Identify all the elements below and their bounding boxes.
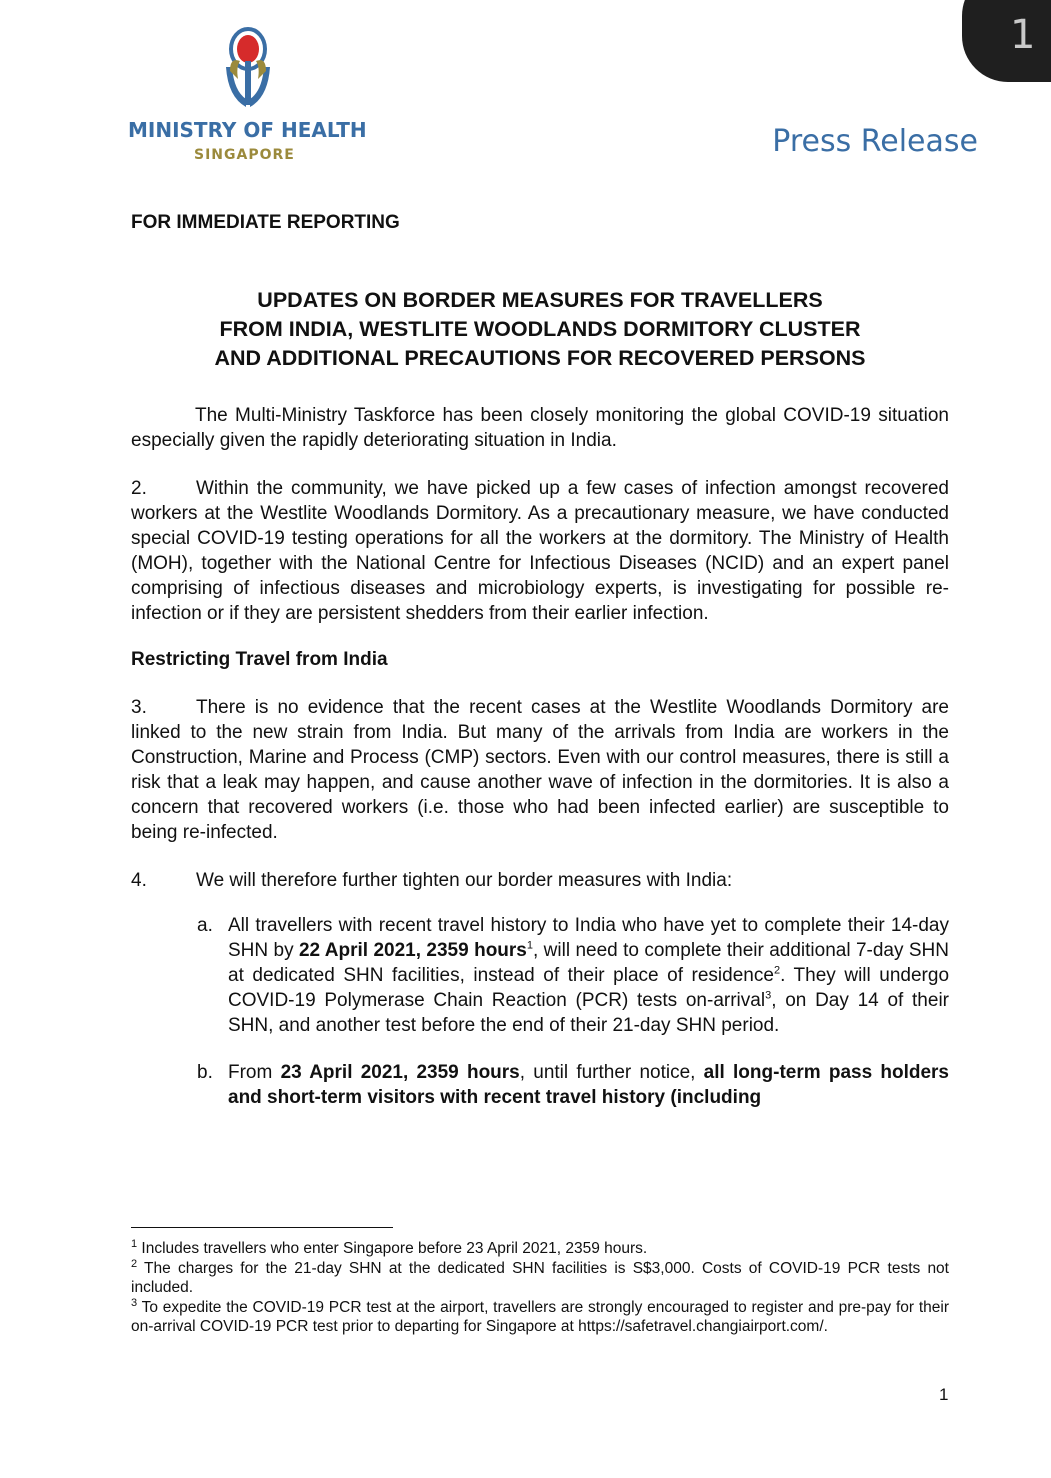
page-indicator-number: 1 — [1010, 12, 1036, 58]
moh-logo — [128, 27, 368, 177]
list-item-b-text: From 23 April 2021, 2359 hours, until further notice, all long-term pass holders and short-term visitors with recent travel history (including — [228, 1062, 949, 1108]
footnote: $^3$ To expedite the COVID-19 PCR test at the airport, travellers are strongly encouraged to register and pre-pay for their on-arrival COVID-19 PCR test prior to departing for Singapore at https://safetravel.changiairport.com/. — [131, 1296, 949, 1335]
paragraph-3 — [131, 695, 949, 845]
paragraph-1 — [131, 403, 949, 453]
document-body — [131, 212, 949, 1132]
list-marker: b. — [197, 1062, 213, 1083]
paragraph-number: 2. — [131, 478, 147, 499]
footnote: $^1$ Includes travellers who enter Singapore before 23 April 2021, 2359 hours. — [131, 1237, 648, 1257]
paragraph-4-text: We will therefore further tighten our border measures with India: — [196, 870, 733, 891]
footnote-ref: 3 — [765, 989, 772, 1002]
press-release-label: Press Release — [772, 124, 978, 159]
footnote-ref: 2 — [773, 964, 781, 977]
list-item-a — [131, 913, 949, 1038]
title-line: FROM INDIA, WESTLITE WOODLANDS DORMITORY CLUSTER — [219, 317, 861, 341]
paragraph-4 — [131, 868, 949, 893]
ministry-name: MINISTRY OF HEALTH — [128, 118, 367, 142]
moh-emblem-icon — [220, 27, 276, 115]
list-item-a-text: All travellers with recent travel history to India who have yet to complete their 14-day SHN by 22 April 2021, 2359 hours$^1$, will need to complete their additional 7-day SHN at dedicated SHN facilities, instead of their place of residence$^2$. They will undergo COVID-19 Polymerase Chain Reaction (PCR) tests on-arrival$^3$, on Day 14 of their SHN, and another test before the end of their 21-day SHN period. — [228, 915, 950, 1036]
paragraph-2-text: Within the community, we have picked up a few cases of infection amongst recovered workers at the Westlite Woodlands Dormitory. As a precautionary measure, we have conducted special COVID-19 testing operations for all the workers at the dormitory. The Ministry of Health (MOH), together with the National Centre for Infectious Diseases (NCID) and an expert panel comprising of infectious diseases and microbiology experts, is investigating for possible re-infection or if they are persistent shedders from their earlier infection. — [131, 478, 949, 624]
footnote-ref: 1 — [526, 939, 533, 952]
footnotes — [131, 1239, 949, 1337]
paragraph-1-text: The Multi-Ministry Taskforce has been closely monitoring the global COVID-19 situation especially given the rapidly deteriorating situation in India. — [131, 405, 949, 451]
paragraph-number: 3. — [131, 697, 147, 718]
section-heading: Restricting Travel from India — [131, 649, 388, 670]
footnote-divider — [131, 1227, 393, 1228]
paragraph-2 — [131, 476, 949, 626]
paragraph-number: 4. — [131, 870, 147, 891]
title-line: AND ADDITIONAL PRECAUTIONS FOR RECOVERED PERSONS — [214, 346, 866, 370]
document-title — [131, 286, 949, 373]
reporting-note: FOR IMMEDIATE REPORTING — [131, 212, 400, 233]
footnote: $^2$ The charges for the 21-day SHN at the dedicated SHN facilities is S$3,000. Costs of COVID-19 PCR tests not included. — [131, 1257, 949, 1296]
list-item-b — [131, 1060, 949, 1110]
paragraph-3-text: There is no evidence that the recent cases at the Westlite Woodlands Dormitory are linked to the new strain from India. But many of the arrivals from India are workers in the Construction, Marine and Process (CMP) sectors. Even with our control measures, there is still a risk that a leak may happen, and cause another wave of infection in the dormitories. It is also a concern that recovered workers (i.e. those who had been infected earlier) are susceptible to being re-infected. — [131, 697, 949, 843]
page-number: 1 — [939, 1385, 949, 1404]
list-marker: a. — [197, 915, 213, 936]
page-indicator-badge — [962, 0, 1051, 82]
ministry-country: SINGAPORE — [194, 147, 295, 163]
title-line: UPDATES ON BORDER MEASURES FOR TRAVELLERS — [257, 288, 823, 312]
